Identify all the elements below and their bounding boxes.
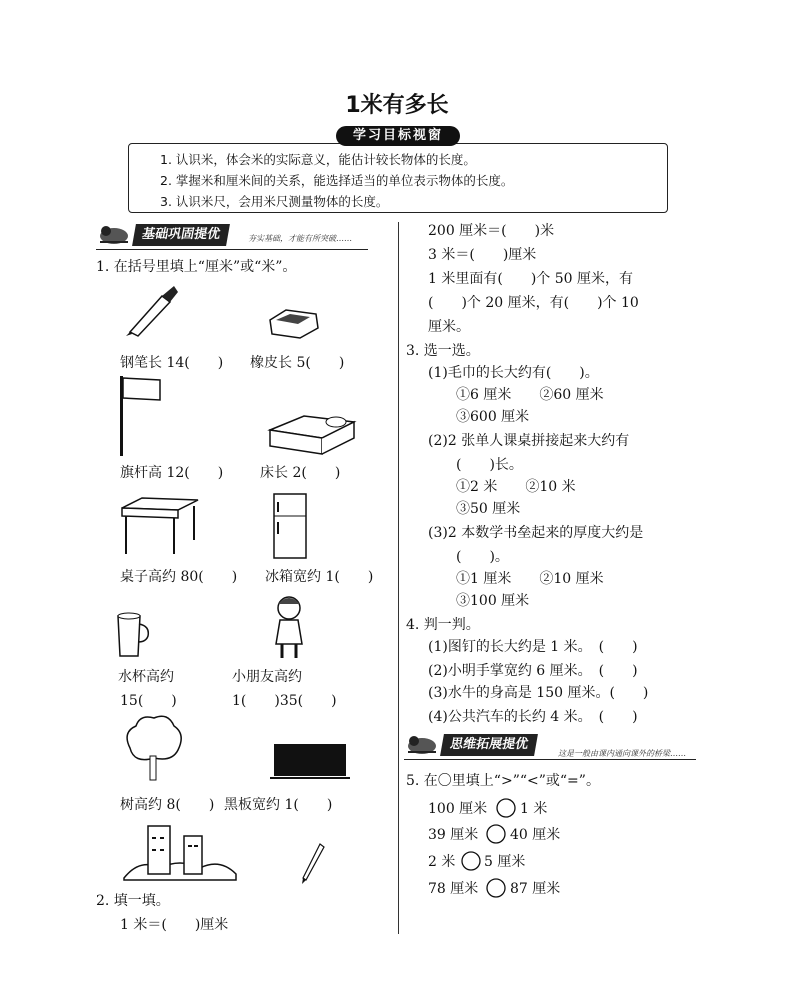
q4-line-3: (3)水牛的身高是 150 厘米。( )	[428, 685, 649, 701]
pencil-illustration	[298, 840, 328, 886]
compare-circle[interactable]	[485, 823, 507, 845]
child-illustration	[264, 592, 314, 662]
q5-row-1-left: 100 厘米	[428, 801, 488, 817]
section-banner-basic: 基础巩固提优	[132, 224, 230, 246]
section-banner-extension: 思维拓展提优	[440, 734, 538, 756]
q3-prompt: 3. 选一选。	[406, 343, 480, 359]
q1-item-cup: 水杯高约	[118, 669, 174, 685]
q2-line-1: 1 米＝( )厘米	[120, 917, 229, 933]
q3-line-8: (3)2 本数学书垒起来的厚度大约是	[428, 525, 644, 541]
section-note-basic: 夯实基础，才能有所突破……	[248, 234, 352, 243]
section-underline	[96, 249, 368, 250]
cup-illustration	[114, 610, 154, 660]
q1-item-desk: 桌子高约 80( )	[120, 569, 238, 585]
q1-item-child: 小朋友高约	[232, 669, 302, 685]
compare-circle[interactable]	[495, 797, 517, 819]
mascot-icon	[96, 222, 132, 246]
q1-item-fridge: 冰箱宽约 1( )	[265, 569, 374, 585]
q3-line-4: (2)2 张单人课桌拼接起来大约有	[428, 433, 630, 449]
goal-item-2: 2. 掌握米和厘米间的关系，能选择适当的单位表示物体的长度。	[160, 173, 514, 188]
goal-item-3: 3. 认识米尺，会用米尺测量物体的长度。	[160, 194, 389, 209]
q2-prompt: 2. 填一填。	[96, 893, 170, 909]
blackboard-illustration	[270, 742, 350, 782]
q1-item-eraser: 橡皮长 5( )	[250, 355, 345, 371]
q4-line-2: (2)小明手掌宽约 6 厘米。 ( )	[428, 663, 638, 679]
q5-row-4-left: 78 厘米	[428, 881, 479, 897]
q1-prompt: 1. 在括号里填上“厘米”或“米”。	[96, 259, 297, 275]
goal-item-1: 1. 认识米，体会米的实际意义，能估计较长物体的长度。	[160, 152, 476, 167]
flag-illustration	[116, 372, 166, 458]
q1-item-blackboard: 黑板宽约 1( )	[224, 797, 333, 813]
q1-item-child-answer: 1( )35( )	[232, 693, 337, 709]
mascot-icon	[404, 732, 440, 756]
q2-line-3: 3 米＝( )厘米	[428, 247, 537, 263]
q3-line-7: ③50 厘米	[456, 501, 521, 517]
q2-line-6: 厘米。	[428, 319, 470, 335]
q5-row-2-right: 40 厘米	[510, 827, 561, 843]
desk-illustration	[118, 496, 202, 558]
q1-item-tree: 树高约 8( )	[120, 797, 215, 813]
q2-line-4: 1 米里面有( )个 50 厘米，有	[428, 271, 633, 287]
q4-prompt: 4. 判一判。	[406, 617, 480, 633]
q3-line-3: ③600 厘米	[456, 409, 530, 425]
page-title: 1米有多长	[345, 93, 449, 118]
q4-line-1: (1)图钉的长大约是 1 米。 ( )	[428, 639, 638, 655]
q5-prompt: 5. 在〇里填上“>”“<”或“=”。	[406, 773, 600, 789]
q1-item-cup-answer: 15( )	[120, 693, 177, 709]
q3-line-11: ③100 厘米	[456, 593, 530, 609]
q1-item-bed: 床长 2( )	[260, 465, 341, 481]
q1-item-flagpole: 旗杆高 12( )	[120, 465, 224, 481]
q2-line-2: 200 厘米＝( )米	[428, 223, 555, 239]
section-note-extension: 这是一般由课内通向课外的桥梁……	[558, 749, 686, 758]
q3-line-10: ①1 厘米 ②10 厘米	[456, 571, 604, 587]
q3-line-1: (1)毛巾的长大约有( )。	[428, 365, 599, 381]
q3-line-9: ( )。	[456, 549, 509, 565]
q3-line-2: ①6 厘米 ②60 厘米	[456, 387, 604, 403]
great-wall-illustration	[120, 818, 240, 884]
q3-line-5: ( )长。	[456, 457, 523, 473]
q2-line-5: ( )个 20 厘米，有( )个 10	[428, 295, 639, 311]
tree-illustration	[120, 712, 186, 784]
eraser-illustration	[266, 306, 322, 342]
q5-row-1-right: 1 米	[520, 801, 548, 817]
compare-circle[interactable]	[460, 850, 482, 872]
section-underline	[404, 759, 696, 760]
q5-row-3-right: 5 厘米	[484, 854, 526, 870]
q5-row-3-left: 2 米	[428, 854, 456, 870]
fridge-illustration	[266, 490, 316, 562]
compare-circle[interactable]	[485, 877, 507, 899]
q4-line-4: (4)公共汽车的长约 4 米。 ( )	[428, 709, 638, 725]
pen-illustration	[122, 282, 182, 338]
bed-illustration	[264, 408, 360, 458]
q5-row-4-right: 87 厘米	[510, 881, 561, 897]
q5-row-2-left: 39 厘米	[428, 827, 479, 843]
learning-goals-tag: 学习目标视窗	[336, 126, 460, 146]
column-divider	[398, 222, 399, 934]
q3-line-6: ①2 米 ②10 米	[456, 479, 576, 495]
q1-item-pen: 钢笔长 14( )	[120, 355, 224, 371]
